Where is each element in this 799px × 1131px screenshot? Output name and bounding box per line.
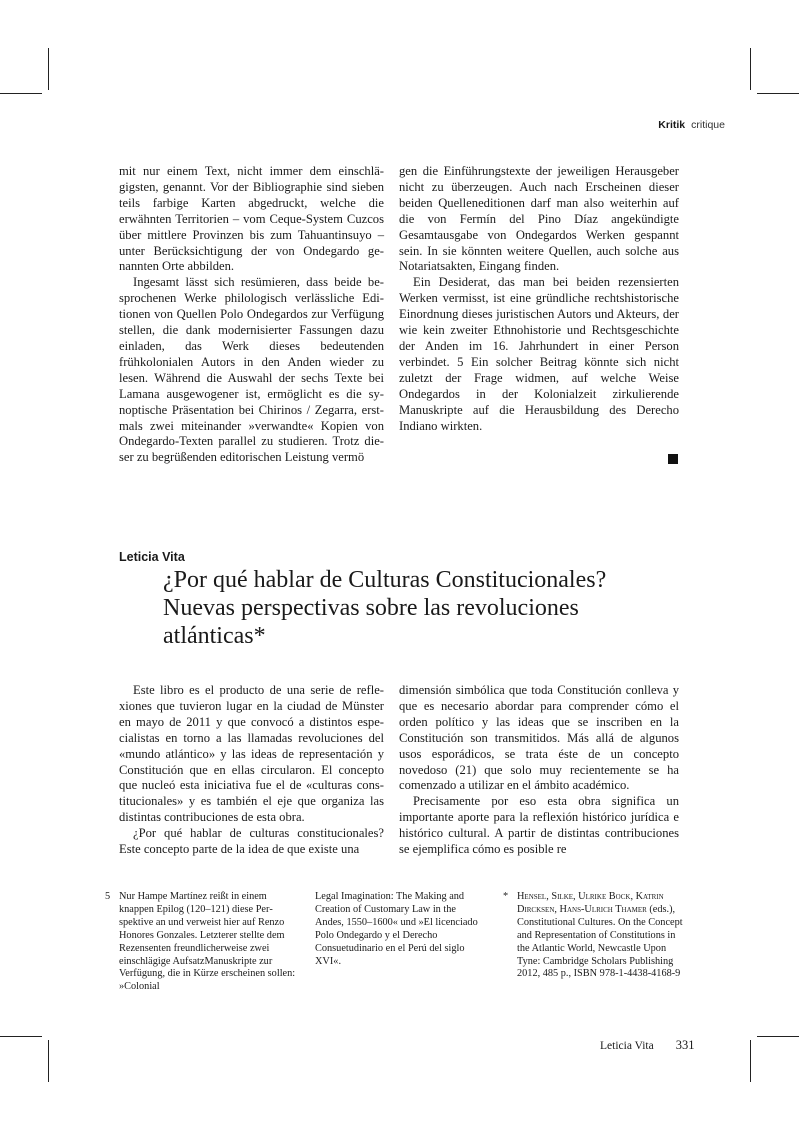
crop-mark: [0, 93, 42, 94]
footnote-number: 5: [105, 891, 111, 902]
end-of-review-mark: [668, 454, 678, 464]
crop-mark: [48, 1040, 49, 1082]
footnote-marker: *: [503, 891, 509, 902]
footnote-5-continued: [315, 891, 485, 968]
footnote-star: [503, 891, 687, 981]
page-number: 331: [675, 1038, 695, 1052]
paragraph: dimensión simbólica que toda Constitución conlleva y que es necesario abordar para comprender cómo el orden político y las ideas que se inscriben en la Constitución son transmitidos. Más allá de algunos usos esporádicos, se trata éste de un concepto novedoso (21) que solo muy recientemente se ha comenzado a utilizar en el ámbito académico.: [399, 683, 679, 793]
page-footer: [600, 1038, 694, 1053]
footnote-text: Legal Imagination: The Making and Creation of Customary Law in the Andes, 1550–1600« und »El licenciado Polo Ondegardo y el Derecho Consuetudinario en el Perú del siglo XVI«.: [315, 891, 478, 967]
title-line: atlánticas*: [163, 623, 266, 649]
footnote-5: [105, 891, 297, 994]
footnote-citation: (eds.), Constitutional Cultures. On the Concept and Representation of Constitutions in the Atlantic World, Newcastle Upon Tyne: Cambridge Scholars Publishing 2012, 485 p., ISBN 978-1-4438-4168-9: [517, 903, 683, 980]
paragraph: Este libro es el producto de una serie de reflexiones que tuvieron lugar en la ciudad de Münster en mayo de 2011 y que convocó a distintos especialistas en torno a las llamadas revoluciones del «mundo atlántico» y las ideas de representación y Constitución que en ellas circularon. El concepto que nucleó esta iniciativa fue el de «culturas constitucionales» y es también el eje que organiza las distintas contribuciones de esta obra.: [119, 683, 384, 825]
paragraph: mit nur einem Text, nicht immer dem einschlägigsten, genannt. Vor der Bibliographie sind sieben teils farbige Karten abgedruckt, welche die erwähnten Territorien – vom Ceque-System Cuzcos über mittlere Provinzen bis zum Tahuantinsuyo – unter Berücksichtigung der von Ondegardo genannten Orte abbilden.: [119, 164, 384, 274]
crop-mark: [0, 1036, 42, 1037]
review2-left-column: [119, 683, 384, 858]
title-line: ¿Por qué hablar de Culturas Constitucionales?: [163, 567, 607, 593]
footer-running-head: Leticia Vita: [600, 1040, 654, 1052]
review2-right-column: [399, 683, 679, 858]
paragraph: Precisamente por eso esta obra significa un importante aporte para la reflexión histórico jurídica e histórico cultural. A partir de distintas contribuciones se ejemplifica cómo es posible re: [399, 794, 679, 857]
subsection-label: critique: [691, 119, 725, 131]
footnote-text: Nur Hampe Martínez reißt in einem knappen Epilog (120–121) diese Perspektive an und verweist hier auf Renzo Honores Gonzales. Letzterer stellte dem Rezensenten freundlicherweise zwei einschlägige AufsatzManuskripte zur Verfügung, die in Kürze erscheinen sollen: »Colonial: [119, 891, 296, 993]
paragraph: Ein Desiderat, das man bei beiden rezensierten Werken vermisst, ist eine gründliche rechtshistorische Einordnung dieses juristischen Autors und Akteurs, der wie kein zweiter Ethnohistorie und Rechtsgeschichte der Anden im 16. Jahrhundert in einer Person verbindet. 5 Ein solcher Beitrag könnte sich nicht zuletzt der Frage widmen, auf welche Weise Ondegardos in der Kolonialzeit zirkulierende Manuskripte auf die Herausbildung des Derecho Indiano wirkten.: [399, 275, 679, 433]
crop-mark: [757, 93, 799, 94]
title-line: Nuevas perspectivas sobre las revoluciones: [163, 595, 579, 621]
footnote-authors: Hensel, Silke, Ulrike Bock, Katrin Dircksen, Hans-Ulrich Thamer: [517, 891, 664, 915]
paragraph: gen die Einführungstexte der jeweiligen Herausgeber nicht zu überzeugen. Auch nach Erscheinen dieser beiden Quelleneditionen darf man also weiterhin auf die von Fermín del Pino Díaz angekündigte Gesamtausgabe von Ondegardos Werken gespannt sein. In sie könnten weitere Quellen, auch solche aus Notariatsakten, Eingang finden.: [399, 164, 679, 274]
crop-mark: [48, 48, 49, 90]
review-title: [163, 566, 683, 650]
paragraph: Ingesamt lässt sich resümieren, dass beide besprochenen Werke philologisch verlässliche Editionen von Quellen Polo Ondegardos zur Verfügung stellen, die dank modernisierter Fassungen dazu einladen, das Werk dieses bedeutenden frühkolonialen Autors in den Anden wieder zu lesen. Während die Auswahl der sechs Texte bei Lamana ausgewogener ist, ermöglicht es die synoptische Präsentation bei Chirinos / Zegarra, erstmals zwei miteinander »verwandte« Kopien von Ondegardo-Texten parallel zu studieren. Trotz dieser zu begrüßenden editorischen Leistung vermö: [119, 275, 384, 465]
crop-mark: [750, 1040, 751, 1082]
section-label: Kritik: [658, 119, 686, 131]
review-author: Leticia Vita: [119, 550, 185, 564]
review1-left-column: [119, 164, 384, 466]
running-header: [590, 119, 725, 131]
crop-mark: [750, 48, 751, 90]
review1-right-column: [399, 164, 679, 434]
crop-mark: [757, 1036, 799, 1037]
paragraph: ¿Por qué hablar de culturas constitucionales? Este concepto parte de la idea de que existe una: [119, 826, 384, 857]
